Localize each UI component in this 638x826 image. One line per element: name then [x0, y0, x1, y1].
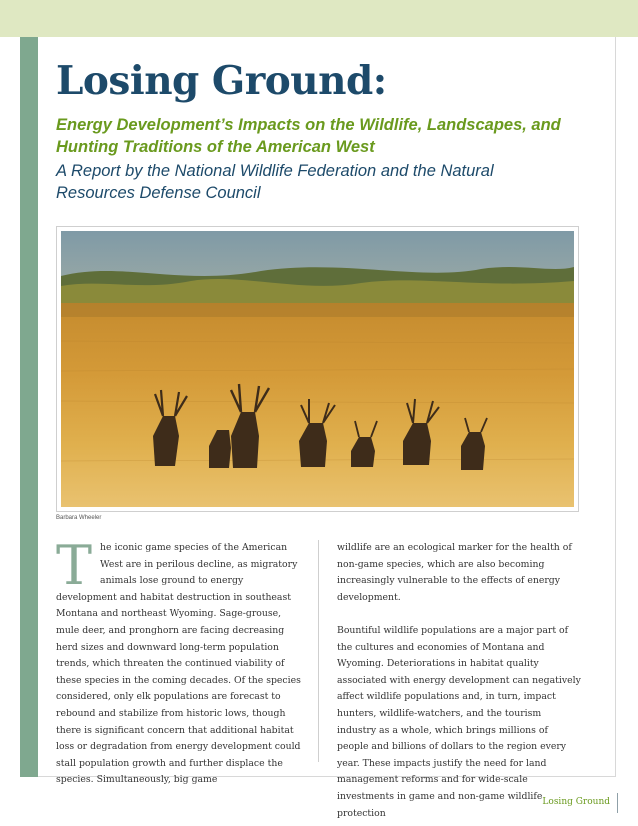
body-paragraph: wildlife are an ecological marker for the health of non-game species, which are also becoming increasingly vulnerable to the effects of energy development. [337, 542, 572, 603]
body-column-left [56, 534, 301, 789]
body-column-right [337, 540, 582, 822]
cover-photo [56, 226, 579, 512]
column-divider [318, 540, 319, 762]
drop-cap: T [56, 534, 93, 597]
photo-credit: Barbara Wheeler [56, 515, 102, 521]
report-line: A Report by the National Wildlife Federation and the Natural Resources Defense Council [56, 162, 494, 202]
elk-meadow-photo [61, 231, 574, 507]
side-accent-bar [20, 37, 38, 777]
body-paragraph: he iconic game species of the American West are in perilous decline, as migratory animals lose ground to energy development and habitat destruction in southeast Montana and northeast Wyoming. Sage-grouse, mule deer, and pronghorn are facing decreasing herd sizes and downward long-term population trends, which threaten the continued viability of these species in the coming decades. Of the species considered, only elk populations are forecast to rebound and stabilize from historic lows, though there is significant concern that additional habitat loss or degradation from energy development could stall population growth and further displace the species. Simultaneously, big game [56, 542, 301, 786]
footer-rule [617, 793, 618, 813]
body-paragraph: Bountiful wildlife populations are a major part of the cultures and economies of Montana and Wyoming. Deteriorations in habitat quality associated with energy development can negatively affect wildlife populations and, in turn, impact hunters, wildlife-watchers, and the tourism industry as a whole, which brings millions of people and billions of dollars to the region every year. These impacts justify the need for land management reforms and for wide-scale investments in game and non-game wildlife protection [337, 624, 581, 819]
subtitle: Energy Development’s Impacts on the Wildlife, Landscapes, and Hunting Traditions of the American West [56, 116, 561, 156]
top-band [0, 0, 638, 37]
page-title: Losing Ground: [56, 58, 387, 104]
footer-label: Losing Ground [542, 797, 610, 807]
